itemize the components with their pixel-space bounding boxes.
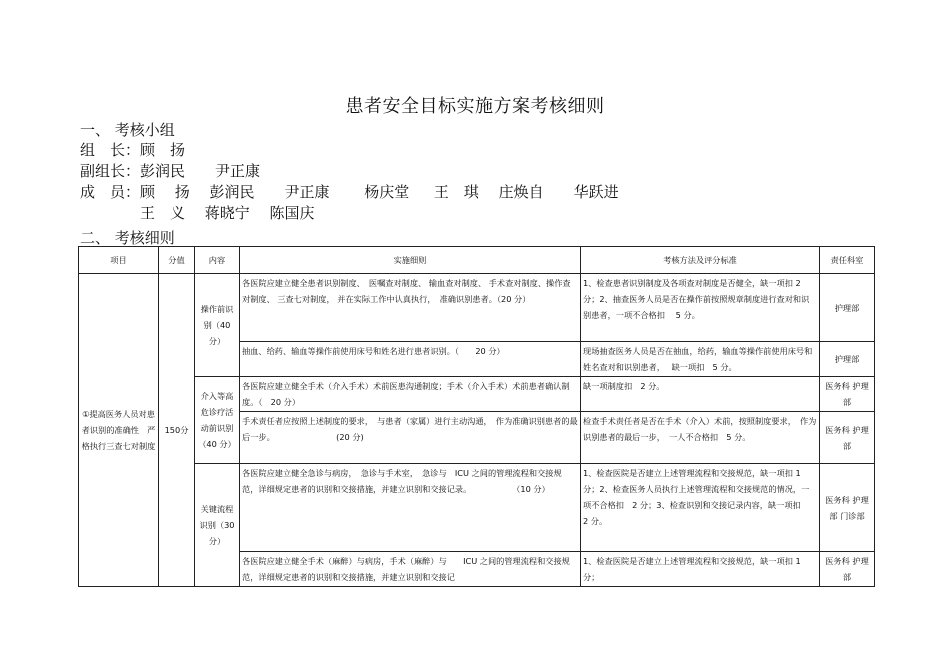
content-cell: 介入等高危诊疗活动前识别（40 分） bbox=[195, 377, 240, 464]
dept-cell: 护理部 bbox=[820, 342, 875, 377]
project-score-cell: 150分 bbox=[159, 274, 195, 587]
header-details: 实施细则 bbox=[240, 247, 581, 274]
table-row bbox=[79, 377, 875, 412]
table-row bbox=[79, 274, 875, 342]
header-score: 分值 bbox=[159, 247, 195, 274]
details-cell: 各医院应建立健全急诊与病房， 急诊与手术室， 急诊与 ICU 之间的管理流程和交接规范，详细规定患者的识别和交接措施，并建立识别和交接记录。 （10 分） bbox=[240, 464, 581, 552]
header-item: 项目 bbox=[79, 247, 159, 274]
dept-cell: 医务科 护理部 bbox=[820, 412, 875, 464]
dept-cell: 医务科 护理部 门诊部 bbox=[820, 464, 875, 552]
dept-cell: 护理部 bbox=[820, 274, 875, 342]
section-heading-details: 二、 考核细则 bbox=[80, 229, 175, 247]
team-leader: 组 长：顾 扬 bbox=[80, 141, 186, 159]
method-cell: 1、检查医院是否建立上述管理流程和交接规范，缺一项扣 1 分；2、检查医务人员执行上述管理流程和交接规范的情况，一项不合格扣 2 分；3、检查识别和交接记录内容，缺一项扣 2 分。 bbox=[581, 464, 820, 552]
method-cell: 检查手术责任者是否在手术（介入）术前，按照制度要求， 作为识别患者的最后一步， 一人不合格扣 5 分。 bbox=[581, 412, 820, 464]
method-cell: 1、检查患者识别制度及各项查对制度是否健全，缺一项扣 2 分；2、抽查医务人员是否在操作前按照规章制度进行查对和识别患者，一项不合格扣 5 分。 bbox=[581, 274, 820, 342]
details-cell: 各医院应建立健全患者识别制度、 医嘱查对制度、 输血查对制度、 手术查对制度、操作查对制度、 三查七对制度， 并在实际工作中认真执行， 准确识别患者。（20 分） bbox=[240, 274, 581, 342]
team-vice-leader: 副组长：彭润民 尹正康 bbox=[80, 162, 261, 180]
header-content: 内容 bbox=[195, 247, 240, 274]
project-cell: ①提高医务人员对患者识别的准确性 严格执行三查七对制度 bbox=[79, 274, 159, 587]
team-members-cont: 王 义 蒋晓宁 陈国庆 bbox=[80, 204, 315, 222]
details-cell: 各医院应建立健全手术（介入手术）术前医患沟通制度；手术（介入手术）术前患者确认制度。（ 20 分） bbox=[240, 377, 581, 412]
details-cell: 手术责任者应按照上述制度的要求， 与患者（家属）进行主动沟通， 作为准确识别患者的最后一步。 (20 分) bbox=[240, 412, 581, 464]
method-cell: 1、检查医院是否建立上述管理流程和交接规范，缺一项扣 1 分； bbox=[581, 552, 820, 587]
method-cell: 缺一项制度扣 2 分。 bbox=[581, 377, 820, 412]
header-dept: 责任科室 bbox=[820, 247, 875, 274]
team-members: 成 员：顾 扬 彭润民 尹正康 杨庆堂 王 琪 庄焕自 华跃进 bbox=[80, 183, 619, 201]
content-cell: 关键流程识别（30 分） bbox=[195, 464, 240, 587]
content-cell: 操作前识别（40 分） bbox=[195, 274, 240, 377]
details-cell: 抽血、给药、输血等操作前使用床号和姓名进行患者识别。（ 20 分） bbox=[240, 342, 581, 377]
dept-cell: 医务科 护理部 bbox=[820, 377, 875, 412]
dept-cell: 医务科 护理部 bbox=[820, 552, 875, 587]
method-cell: 现场抽查医务人员是否在抽血，给药，输血等操作前使用床号和姓名查对和识别患者， 缺一项扣 5 分。 bbox=[581, 342, 820, 377]
table-row bbox=[79, 464, 875, 552]
assessment-table bbox=[78, 246, 875, 587]
header-method: 考核方法及评分标准 bbox=[581, 247, 820, 274]
table-header-row bbox=[79, 247, 875, 274]
details-cell: 各医院应建立健全手术（麻醉）与病房，手术（麻醉）与 ICU 之间的管理流程和交接规范，详细规定患者的识别和交接措施，并建立识别和交接记 bbox=[240, 552, 581, 587]
section-heading-team: 一、 考核小组 bbox=[80, 121, 175, 139]
document-title: 患者安全目标实施方案考核细则 bbox=[345, 96, 605, 117]
